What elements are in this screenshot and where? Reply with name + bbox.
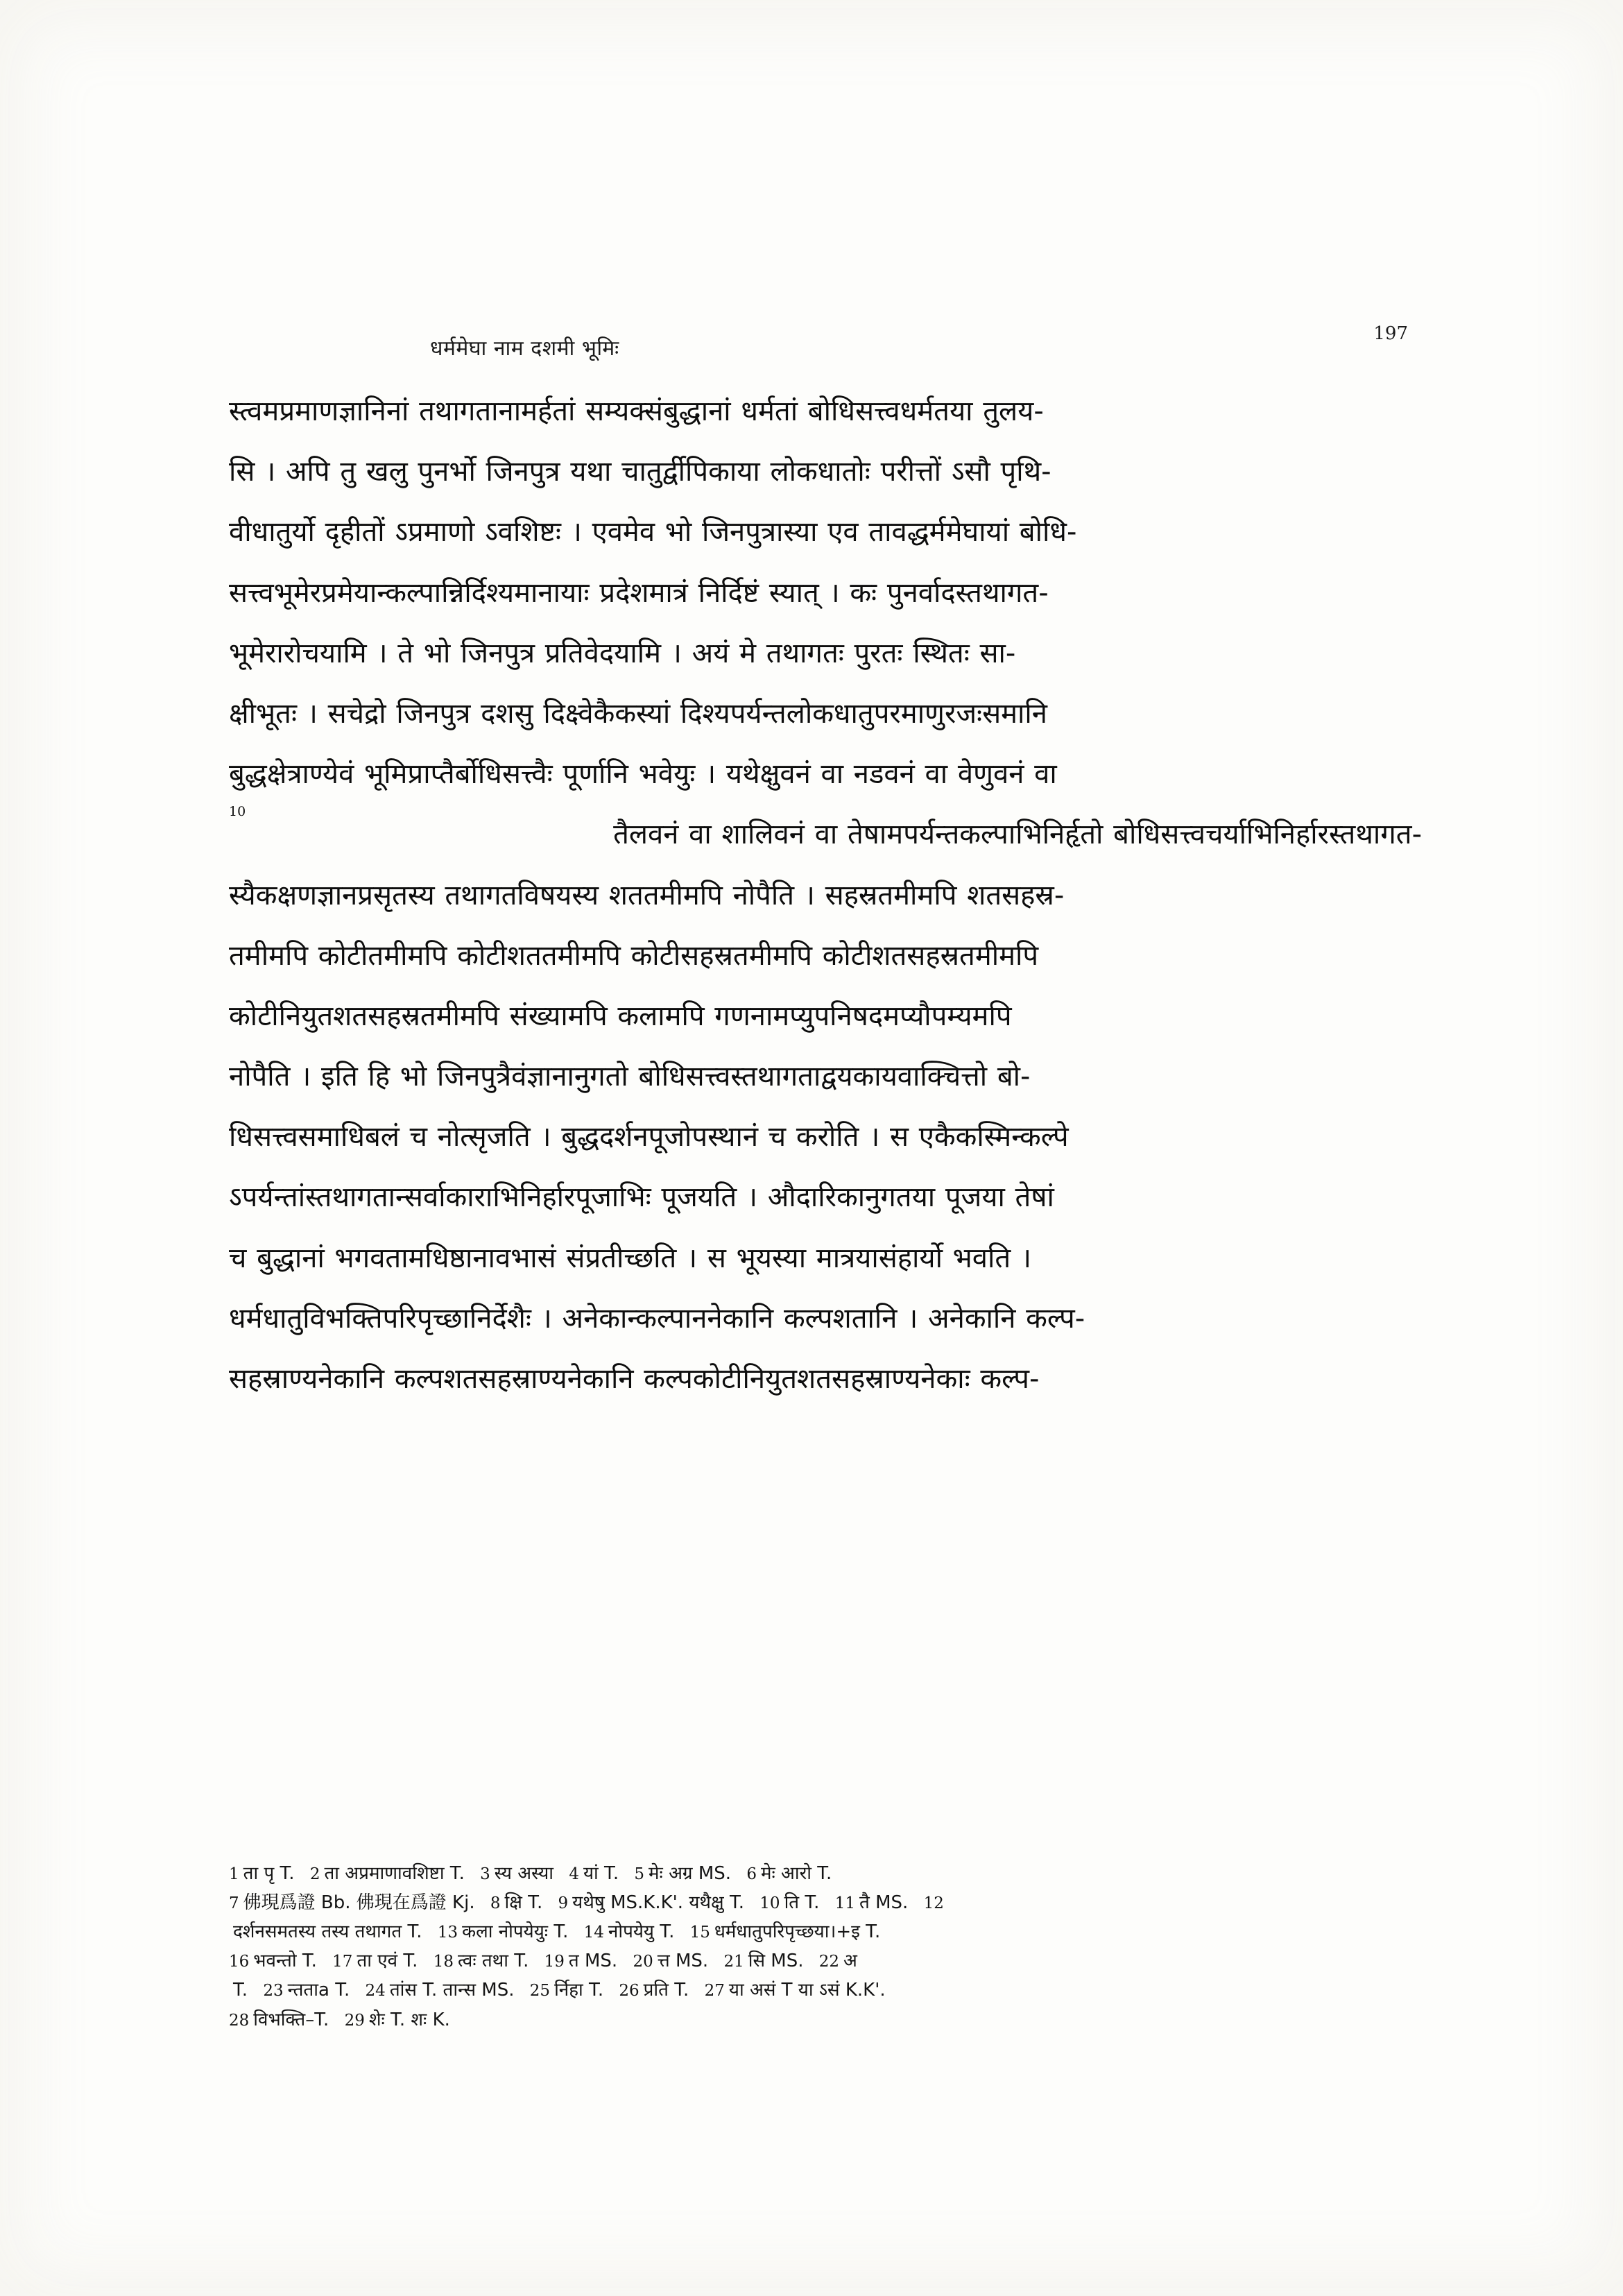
footnote-item: 28 विभक्ति–T. — [229, 2009, 329, 2030]
footnote-item: 6 मेः आरो T. — [746, 1863, 832, 1884]
text-line: 10 तैलवनं वा शालिवनं वा तेषामपर्यन्तकल्पाभिनिर्हृतो बोधिसत्त्वचर्याभिनिर्हारस्तथागत- — [229, 812, 1422, 858]
footnote-item: 8 क्षि T. — [490, 1892, 543, 1914]
footnote-item: 23 न्तताa T. — [263, 1980, 350, 2001]
text-line: स्त्वमप्रमाणज्ञानिनां तथागतानामर्हतां सम्यक्संबुद्धानां धर्मतां बोधिसत्त्वधर्मतया तुलय- — [229, 395, 1044, 427]
running-title: धर्ममेघा नाम दशमी भूमिः — [430, 336, 619, 361]
body-text-block — [229, 388, 1422, 1416]
footnote-item: 12 — [923, 1894, 944, 1913]
footnote-item: 18 त्वः तथा T. — [433, 1951, 529, 1972]
text-line: धर्मधातुविभक्तिपरिपृच्छानिर्देशैः । अनेकान्कल्पाननेकानि कल्पशतानि । अनेकानि कल्प- — [229, 1302, 1085, 1335]
text-line: ऽपर्यन्तांस्तथागतान्सर्वाकाराभिनिर्हारपूजाभिः पूजयति । औदारिकानुगतया पूजया तेषां — [229, 1181, 1054, 1214]
text-line: बुद्धक्षेत्राण्येवं भूमिप्राप्तैर्बोधिसत्त्वैः पूर्णानि भवेयुः । यथेक्षुवनं वा नडवनं वा वेणुवनं वा — [229, 758, 1057, 791]
footnote-item: 26 प्रति T. — [619, 1980, 689, 2001]
text-line: धिसत्त्वसमाधिबलं च नोत्सृजति । बुद्धदर्शनपूजोपस्थानं च करोति । स एकैकस्मिन्कल्पे — [229, 1121, 1069, 1154]
footnote-item: 10 ति T. — [759, 1892, 820, 1914]
footnote-line — [229, 1917, 1422, 1946]
footnote-item: 19 त MS. — [544, 1951, 618, 1972]
footnote-item: 5 मेः अग्र MS. — [634, 1863, 732, 1884]
text-line: क्षीभूतः । सचेद्रो जिनपुत्र दशसु दिक्ष्वेकैकस्यां दिश्यपर्यन्तलोकधातुपरमाणुरजःसमानि — [229, 697, 1047, 730]
page-number: 197 — [1373, 323, 1408, 344]
footnote-item: 16 भवन्तो T. — [229, 1951, 317, 1972]
footnote-item: 14 नोपयेयु T. — [583, 1921, 675, 1943]
text-line: स्यैकक्षणज्ञानप्रसृतस्य तथागतविषयस्य शततमीमपि नोपैति । सहस्रतमीमपि शतसहस्र- — [229, 879, 1065, 911]
footnote-item: 13 कला नोपयेयुः T. — [437, 1921, 569, 1943]
footnote-item: 11 तै MS. — [834, 1892, 909, 1914]
text-line: भूमेरारोचयामि । ते भो जिनपुत्र प्रतिवेदयामि । अयं मे तथागतः पुरतः स्थितः सा- — [229, 637, 1016, 669]
footnote-line — [229, 2005, 1422, 2034]
footnote-item: 17 ता एवं T. — [332, 1951, 418, 1972]
footnote-item: 22 अ — [818, 1951, 857, 1972]
page-header — [229, 323, 1408, 361]
footnote-line — [229, 1888, 1422, 1917]
text-line: तमीमपि कोटीतमीमपि कोटीशततमीमपि कोटीसहस्रतमीमपि कोटीशतसहस्रतमीमपि — [229, 939, 1039, 972]
text-line: सत्त्वभूमेरप्रमेयान्कल्पान्निर्दिश्यमानायाः प्रदेशमात्रं निर्दिष्टं स्यात् । कः पुनर्वादस्तथागत- — [229, 576, 1049, 609]
footnote-line — [229, 1946, 1422, 1976]
footnote-item: 4 यां T. — [569, 1863, 619, 1884]
footnote-item: 21 सि MS. — [723, 1951, 804, 1972]
footnote-item: 20 त्त MS. — [633, 1951, 709, 1972]
footnote-item: T. — [233, 1980, 248, 2001]
footnote-item: 27 या असं T या ऽसं K.K'. — [704, 1980, 886, 2001]
footnote-item: 7 佛現爲證 Bb. 佛現在爲證 Kj. — [229, 1892, 475, 1914]
footnote-item: 2 ता अप्रमाणावशिष्टा T. — [309, 1863, 465, 1884]
text-line: नोपैति । इति हि भो जिनपुत्रैवंज्ञानानुगतो बोधिसत्त्वस्तथागताद्वयकायवाक्चित्तो बो- — [229, 1061, 1031, 1093]
text-line: वीधातुर्यो दृहीतों ऽप्रमाणो ऽवशिष्टः । एवमेव भो जिनपुत्रास्या एव तावद्धर्ममेघायां बोधि- — [229, 516, 1077, 549]
footnote-item: 25 र्निहा T. — [529, 1980, 604, 2001]
footnote-item: 29 शेः T. शः K. — [344, 2009, 450, 2030]
footnote-item: 3 स्य अस्या — [480, 1863, 554, 1884]
footnote-block — [229, 1859, 1422, 2034]
text-line: सि । अपि तु खलु पुनर्भो जिनपुत्र यथा चातुर्द्वीपिकाया लोकधातोः परीत्तों ऽसौ पृथि- — [229, 456, 1051, 488]
footnote-line — [229, 1976, 1422, 2005]
text-line: च बुद्धानां भगवतामधिष्ठानावभासं संप्रतीच्छति । स भूयस्या मात्रयासंहार्यो भवति । — [229, 1242, 1032, 1274]
footnote-item: 1 ता पृ T. — [229, 1863, 295, 1884]
text-line: कोटीनियुतशतसहस्रतमीमपि संख्यामपि कलामपि गणनामप्युपनिषदमप्यौपम्यमपि — [229, 1000, 1012, 1032]
footnote-item: 24 तांस T. तान्स MS. — [365, 1980, 515, 2001]
footnote-item: दर्शनसमतस्य तस्य तथागत T. — [233, 1921, 422, 1943]
text-line: सहस्राण्यनेकानि कल्पशतसहस्राण्यनेकानि कल्पकोटीनियुतशतसहस्राण्यनेकाः कल्प- — [229, 1363, 1040, 1395]
footnote-marker: 10 — [229, 804, 246, 820]
footnote-item: 15 धर्मधातुपरिपृच्छया।+इ T. — [689, 1921, 881, 1943]
footnote-line — [229, 1859, 1422, 1888]
footnote-item: 9 यथेषु MS.K.K'. यथैक्षु T. — [558, 1892, 745, 1914]
